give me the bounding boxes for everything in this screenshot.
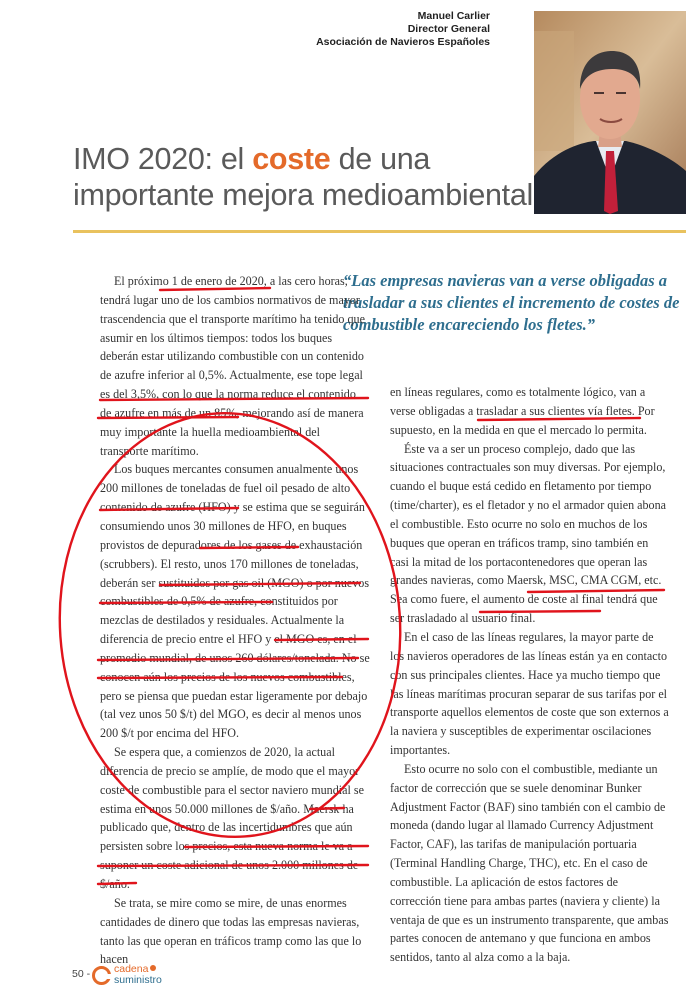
logo-dot-icon bbox=[150, 965, 156, 971]
right-column bbox=[390, 383, 670, 967]
author-organization: Asociación de Navieros Españoles bbox=[316, 36, 490, 48]
left-paragraph-4: Se trata, se mire como se mire, de unas enormes cantidades de dinero que todas las empresas navieras, tanto las que operan en tráficos tramp como las que lo hacen bbox=[100, 895, 362, 967]
section-divider bbox=[73, 230, 686, 233]
logo-word-1: cadena bbox=[114, 963, 149, 975]
title-part1: IMO 2020: el bbox=[73, 142, 253, 176]
cadena-suministro-logo bbox=[92, 964, 162, 990]
left-paragraph-1: El próximo 1 de enero de 2020, a las cero horas, tendrá lugar uno de los cambios normativos de mayor trascendencia que el transporte marítimo ha tenido que asumir en los últimos tiempos: todos los buques deberán estar utilizando combustible con un contenido de azufre inferior al 0,5%. Actualmente, ese tope legal es del 3,5%, con lo que la norma reduce el contenido de azufre en más de un 85%, mejorando así de manera muy importante la huella medioambiental del transporte marítimo. bbox=[100, 274, 365, 458]
author-block bbox=[316, 10, 490, 49]
title-part2: de una bbox=[330, 142, 431, 176]
left-paragraph-3: Se espera que, a comienzos de 2020, la actual diferencia de precio se amplíe, de modo que el mayor coste de combustible para el sector naviero mundial se estima en unos 50.000 millones de $/año. Maersk ha publicado que, dentro de las incertidumbres que aún persisten sobre los precios, esta nueva norma le va a suponer un coste adicional de unos 2.000 millones de $/año. bbox=[100, 745, 364, 891]
right-paragraph-1: en líneas regulares, como es totalmente lógico, van a verse obligadas a trasladar a sus clientes vía fletes. Por supuesto, en la medida en que el mercado lo permita. bbox=[390, 385, 655, 437]
author-name: Manuel Carlier bbox=[417, 10, 490, 22]
title-line2: importante mejora medioambiental bbox=[73, 178, 533, 212]
logo-word-2: suministro bbox=[114, 974, 162, 986]
author-role: Director General bbox=[407, 23, 490, 35]
left-paragraph-2: Los buques mercantes consumen anualmente unos 200 millones de toneladas de fuel oil pesado de alto contenido de azufre (HFO) y se estima que se seguirán consumiendo unos 30 millones de HFO, en buques provistos de depuradores de los gases de exhaustación (scrubbers). El resto, unos 170 millones de toneladas, deberán ser sustituidos por gas oil (MGO) o por nuevos combustibles de 0,5% de azufre, constituidos por mezclas de destilados y residuales. Actualmente la diferencia de precio entre el HFO y el MGO es, en el promedio mundial, de unos 260 dólares/tonelada. No se conocen aún los precios de los nuevos combustibles, pero se piensa que puedan estar ligeramente por debajo (tal vez unos 50 $/t) del MGO, es decir al menos unos 200 $/t por encima del HFO. bbox=[100, 462, 370, 741]
page-number: 50 - bbox=[72, 968, 91, 980]
right-paragraph-2: Éste va a ser un proceso complejo, dado que las situaciones contractuales son muy diversas. Por ejemplo, cuando el buque está cedido en fletamento por tiempo (time/charter), es el fletador y no el armador quien abona el combustible. Esto ocurre no solo en muchos de los buques que operan en tráficos tramp, sino también en casi la mitad de los portacontenedores que operan las grandes navieras, como Maersk, MSC, CMA CGM, etc. Sea como fuere, el aumento de coste al final tendrá que ser trasladado al usuario final. bbox=[390, 441, 667, 626]
portrait-image bbox=[534, 11, 686, 214]
pull-quote: “Las empresas navieras van a verse obligadas a trasladar a sus clientes el incremento de costes de combustible encareciendo los fletes.” bbox=[343, 271, 680, 334]
title-accent: coste bbox=[252, 142, 331, 176]
author-photo bbox=[534, 11, 686, 214]
right-paragraph-4: Esto ocurre no solo con el combustible, mediante un factor de corrección que se suele denominar Bunker Adjustment Factor (BAF) sino también con el cambio de moneda (dando lugar al llamado Currency Adjustment Factor, CAF), las tarifas de manipulación portuaria (Terminal Handling Charge, THC), etc. En el caso de combustible. La aplicación de estos factores de corrección tiene para ambas partes (naviera y cliente) la ventaja de que es un instrumento transparente, que ambas partes conocen de antemano y que funciona en ambos sentidos, tanto al alza como a la baja. bbox=[390, 761, 669, 965]
article-title bbox=[73, 141, 533, 213]
right-paragraph-3: En el caso de las líneas regulares, la mayor parte de los navieros operadores de las líneas están ya en contacto con sus principales clientes. Hace ya mucho tiempo que las líneas marítimas procuran separar de sus tarifas por el transporte aquellos elementos de coste que son externos a la naviera y susceptibles de experimentar oscilaciones importantes. bbox=[390, 629, 669, 758]
logo-mark-icon bbox=[92, 966, 111, 985]
left-column bbox=[100, 272, 370, 969]
